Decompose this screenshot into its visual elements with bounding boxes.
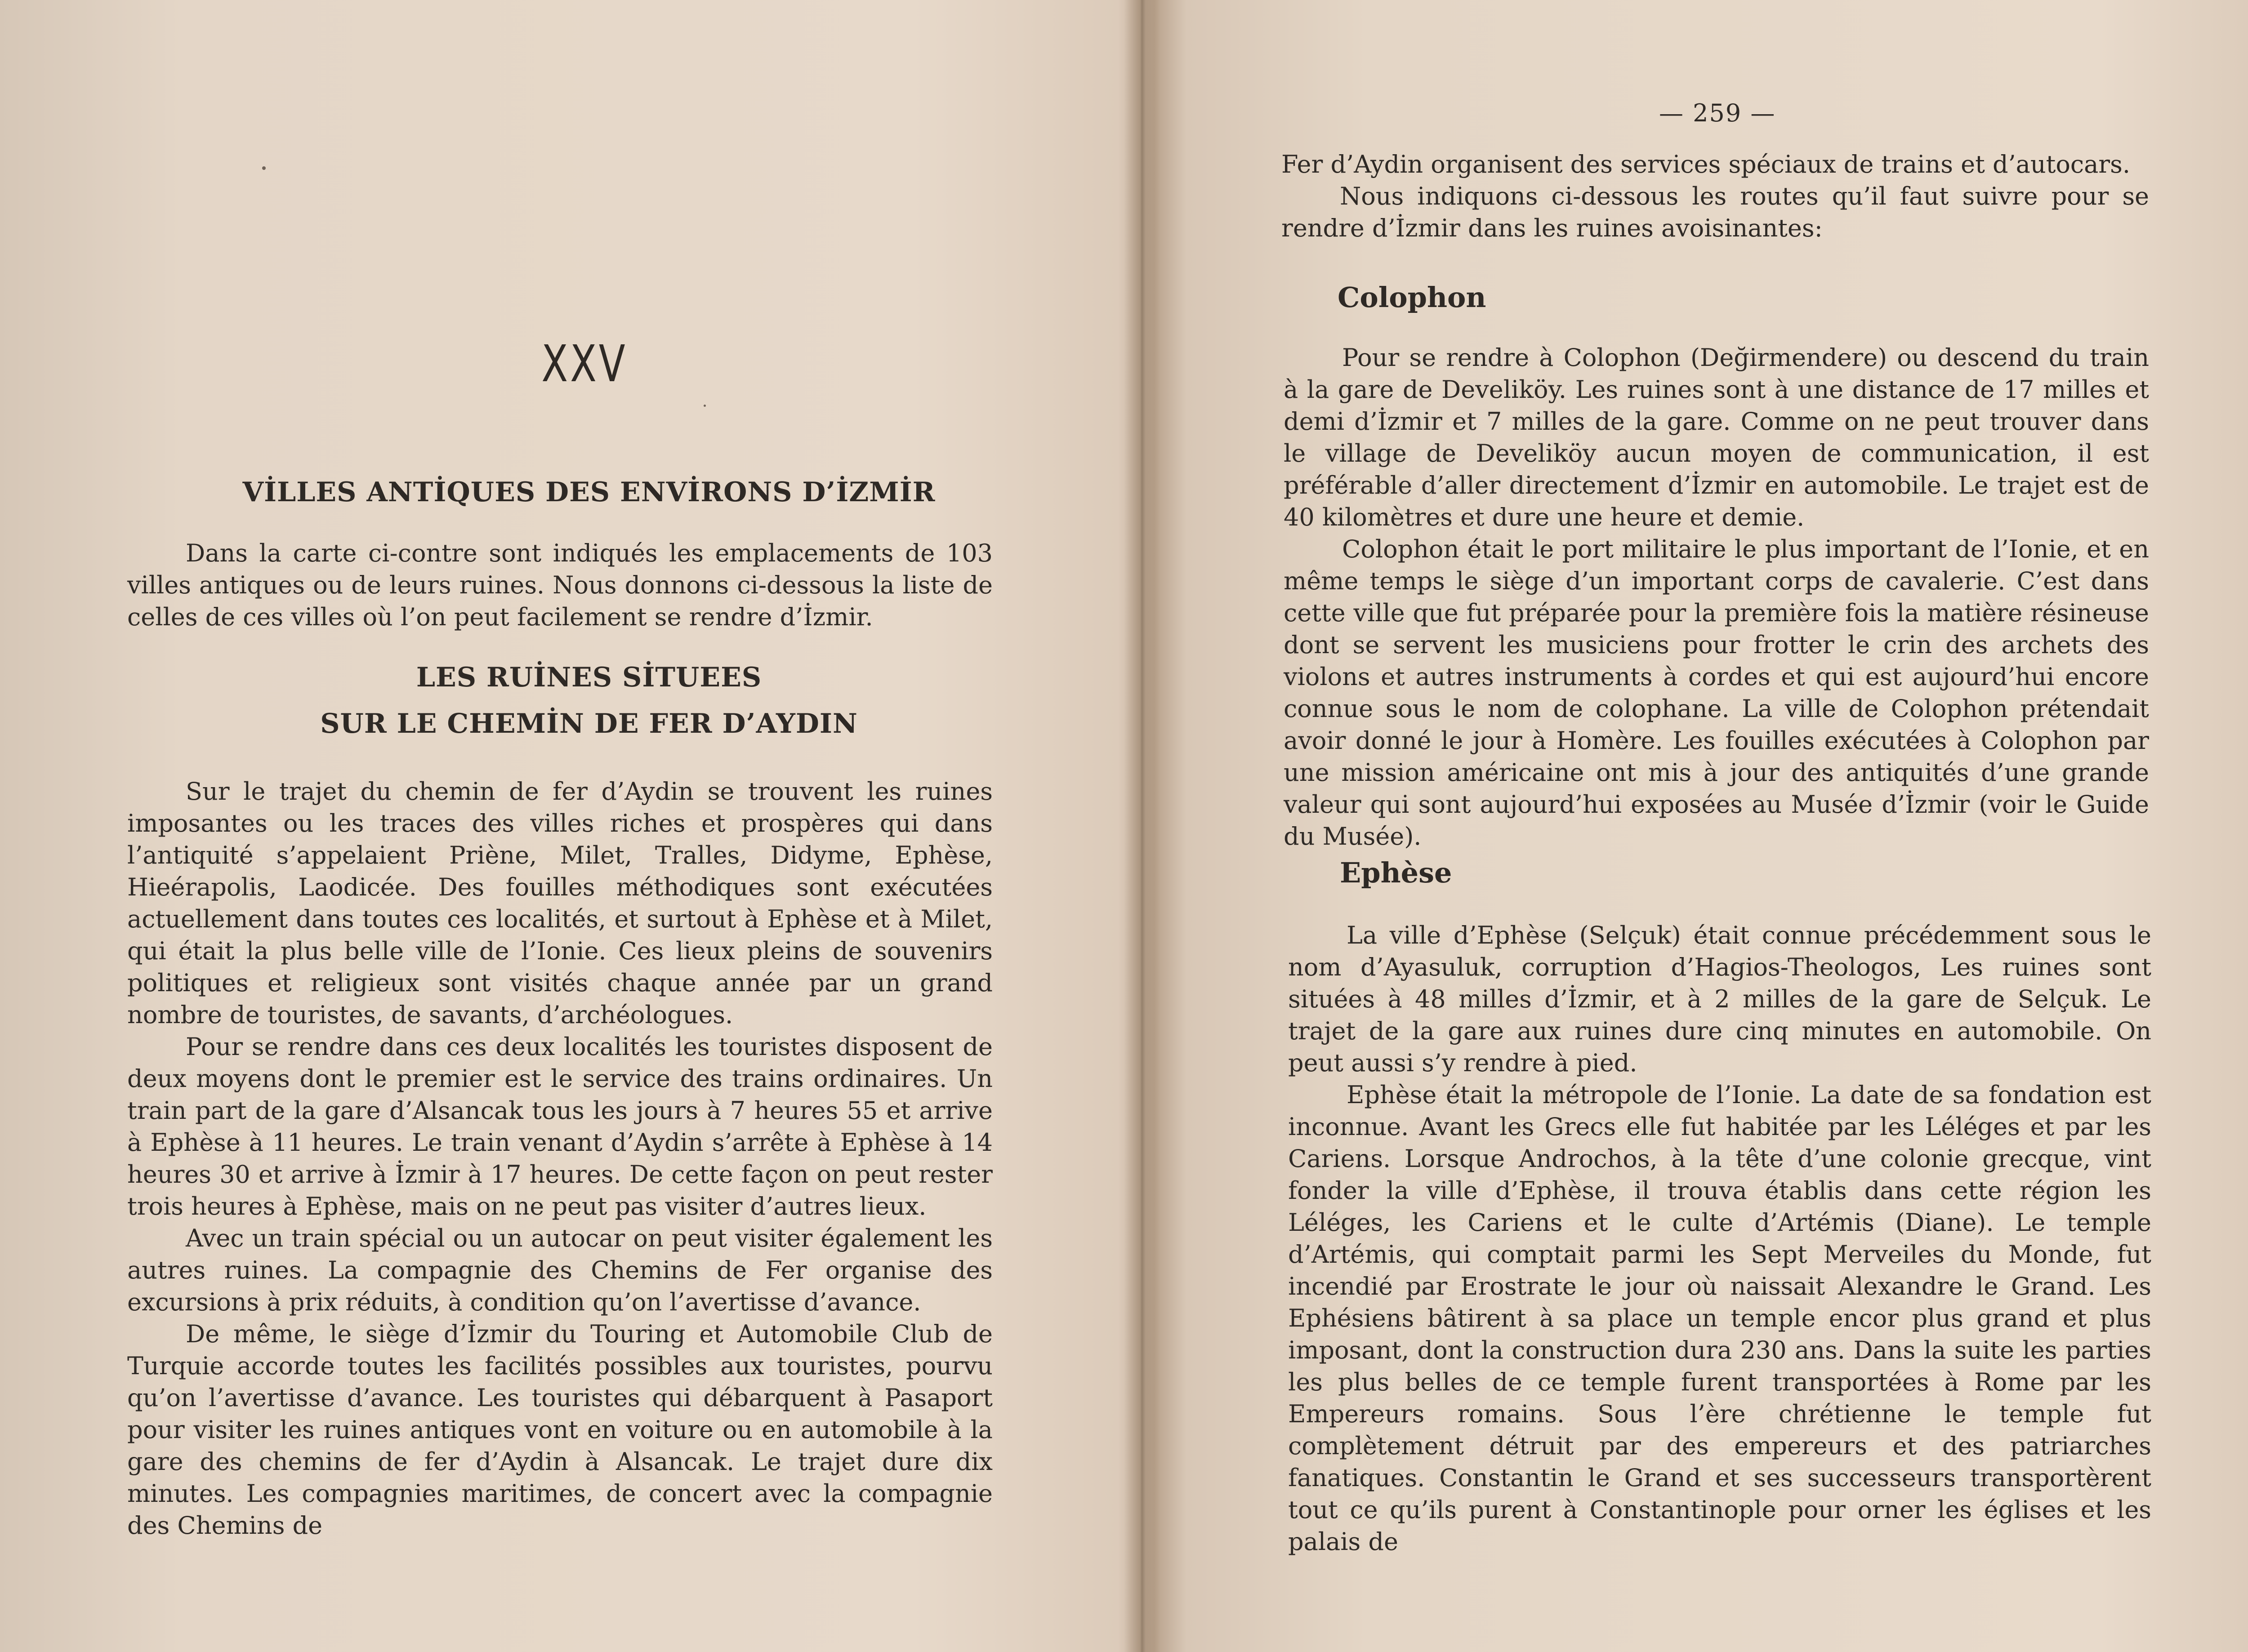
- paragraph: Avec un train spécial ou un autocar on peut visiter également les autres ruines. La compagnie des Chemins de Fer organise des excursions à prix réduits, à condition qu’on l’avertisse d’avance.: [127, 1224, 993, 1316]
- section-title-line2: SUR LE CHEMİN DE FER D’AYDIN: [320, 708, 858, 739]
- paragraph: La ville d’Ephèse (Selçuk) était connue précédemment sous le nom d’Ayasuluk, corruption d’Hagios-Theologos, Les ruines sont situées à 48 milles d’İzmir, et à 2 milles de la gare de Selçuk. Le trajet de la gare aux ruines dure cinq minutes en automobile. On peut aussi s’y rendre à pied.: [1288, 921, 2151, 1077]
- intro-paragraph: Dans la carte ci-contre sont indiqués les emplacements de 103 villes antiques ou de leurs ruines. Nous donnons ci-dessous la liste de celles de ces villes où l’on peut facilement se rendre d’İzmir.: [127, 539, 993, 631]
- section-title-line1: LES RUİNES SİTUEES: [416, 662, 762, 693]
- paragraph: Nous indiquons ci-dessous les routes qu’il faut suivre pour se rendre d’İzmir dans les ruines avoisinantes:: [1281, 182, 2149, 242]
- paragraph: Sur le trajet du chemin de fer d’Aydin se trouvent les ruines imposantes ou les traces des villes riches et prospères qui dans l’antiquité s’appelaient Priène, Milet, Tralles, Didyme, Ephèse, Hieérapolis, Laodicée. Des fouilles méthodiques sont exécutées actuellement dans toutes ces localités, et surtout à Ephèse et à Milet, qui était la plus belle ville de l’Ionie. Ces lieux pleins de souvenirs politiques et religieux sont visités chaque année par un grand nombre de touristes, de savants, d’archéologues.: [127, 777, 993, 1029]
- page-number: — 259 —: [1659, 99, 1776, 127]
- right-opening: [1281, 148, 2149, 244]
- paragraph: Fer d’Aydin organisent des services spéciaux de trains et d’autocars.: [1281, 150, 2130, 178]
- colophon-section: [1284, 342, 2149, 852]
- paragraph: Colophon était le port militaire le plus important de l’Ionie, et en même temps le siège d’un important corps de cavalerie. C’est dans cette ville que fut préparée pour la première fois la matière résineuse dont se servent les musiciens pour frotter le crin des archets des violons et autres instruments à cordes et qui est aujourd’hui encore connue sous le nom de colophane. La ville de Colophon prétendait avoir donné le jour à Homère. Les fouilles exécutées à Colophon par une mission américaine ont mis à jour des antiquités d’une grande valeur qui sont aujourd’hui exposées au Musée d’İzmir (voir le Guide du Musée).: [1284, 535, 2149, 850]
- colophon-heading: Colophon: [1338, 281, 1486, 314]
- chapter-number: XXV: [541, 335, 628, 393]
- paragraph: De même, le siège d’İzmir du Touring et Automobile Club de Turquie accorde toutes les facilités possibles aux touristes, pourvu qu’on l’avertisse d’avance. Les touristes qui débarquent à Pasaport pour visiter les ruines antiques vont en voiture ou en automobile à la gare des chemins de fer d’Aydin à Alsancak. Le trajet dure dix minutes. Les compagnies maritimes, de concert avec la compagnie des Chemins de: [127, 1320, 993, 1540]
- paragraph: Ephèse était la métropole de l’Ionie. La date de sa fondation est inconnue. Avant les Grecs elle fut habitée par les Léléges et par les Cariens. Lorsque Androchos, à la tête d’une colonie grecque, vint fonder la ville d’Ephèse, il trouva établis dans cette région les Léléges, les Cariens et le culte d’Artémis (Diane). Le temple d’Artémis, qui comptait parmi les Sept Merveiles du Monde, fut incendié par Erostrate le jour où naissait Alexandre le Grand. Les Ephésiens bâtirent à sa place un temple encor plus grand et plus imposant, dont la construction dura 230 ans. Dans la suite les parties les plus belles de ce temple furent transportées à Rome par les Empereurs romains. Sous l’ère chrétienne le temple fut complètement détruit par des empereurs et des patriarches fanatiques. Constantin le Grand et ses successeurs transportèrent tout ce qu’ils purent à Constantinople pour orner les églises et les palais de: [1288, 1081, 2151, 1556]
- chapter-title: VİLLES ANTİQUES DES ENVİRONS D’İZMİR: [242, 476, 936, 508]
- ephese-heading: Ephèse: [1340, 856, 1452, 889]
- paragraph: Pour se rendre dans ces deux localités les touristes disposent de deux moyens dont le premier est le service des trains ordinaires. Un train part de la gare d’Alsancak tous les jours à 7 heures 55 et arrive à Ephèse à 11 heures. Le train venant d’Aydin s’arrête à Ephèse à 14 heures 30 et arrive à İzmir à 17 heures. De cette façon on peut rester trois heures à Ephèse, mais on ne peut pas visiter d’autres lieux.: [127, 1033, 993, 1220]
- paragraph: Pour se rendre à Colophon (Değirmendere) ou descend du train à la gare de Develiköy. Les ruines sont à une distance de 17 milles et demi d’İzmir et 7 milles de la gare. Comme on ne peut trouver dans le village de Develiköy aucun moyen de communication, il est préférable d’aller directement d’İzmir en automobile. Le trajet est de 40 kilomètres et dure une heure et demie.: [1284, 343, 2149, 531]
- ephese-section: [1288, 919, 2151, 1558]
